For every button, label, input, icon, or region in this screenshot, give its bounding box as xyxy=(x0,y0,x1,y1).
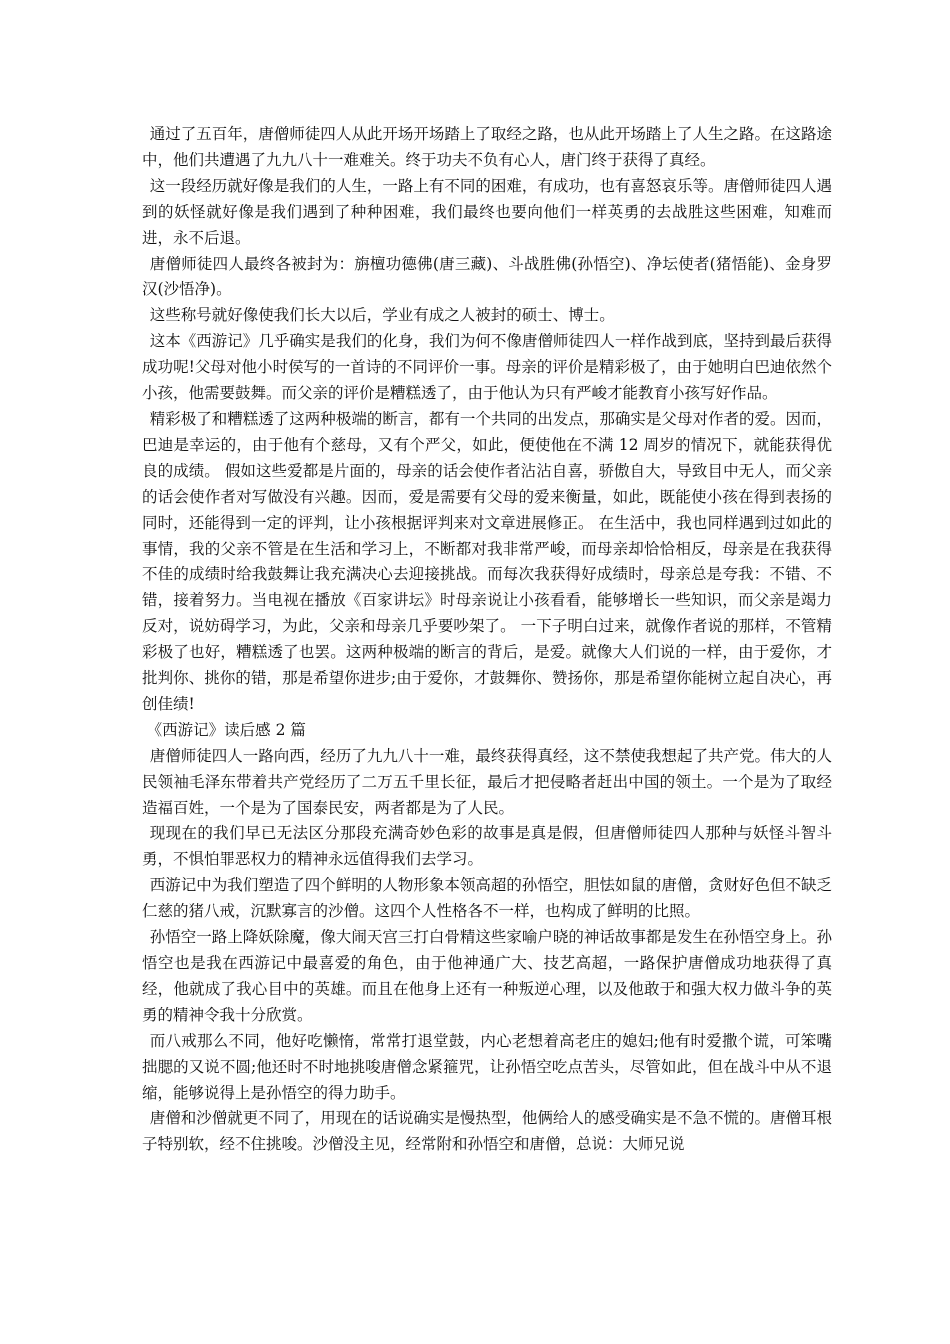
paragraph-bajie: 而八戒那么不同，他好吃懒惰，常常打退堂鼓，内心老想着高老庄的媳妇;他有时爱撒个谎，可笨嘴拙腮的又说不圆;他还时不时地挑唆唐僧念紧箍咒，让孙悟空吃点苦头，尽管如此，但在战斗中从不退缩，能够说得上是孙悟空的得力助手。 xyxy=(142,1031,832,1102)
document-body xyxy=(142,122,832,1158)
paragraph-characters: 西游记中为我们塑造了四个鲜明的人物形象本领高超的孙悟空，胆怯如鼠的唐僧，贪财好色但不缺乏仁慈的猪八戒，沉默寡言的沙僧。这四个人性格各不一样，也构成了鲜明的比照。 xyxy=(142,876,832,921)
section-heading: 《西游记》读后感 2 篇 xyxy=(146,720,306,739)
paragraph-journey-west: 唐僧师徒四人一路向西，经历了九九八十一难，最终获得真经，这不禁使我想起了共产党。伟大的人民领袖毛泽东带着共产党经历了二万五千里长征，最后才把侵略者赶出中国的领土。一个是为了取经造福百姓，一个是为了国泰民安，两者都是为了人民。 xyxy=(142,746,832,817)
paragraph-love: 精彩极了和糟糕透了这两种极端的断言，都有一个共同的出发点，那确实是父母对作者的爱。因而，巴迪是幸运的，由于他有个慈母，又有个严父，如此，便使他在不满 12 周岁的情况下，就能获得优良的成绩。 假如这些爱都是片面的，母亲的话会使作者沾沾自喜，骄傲自大，导致目中无人，而父亲的话会使作者对写做没有兴趣。因而，爱是需要有父母的爱来衡量，如此，既能使小孩在得到表扬的同时，还能得到一定的评判，让小孩根据评判来对文章进展修正。 在生活中，我也同样遇到过如此的事情，我的父亲不管是在生活和学习上，不断都对我非常严峻，而母亲却恰恰相反，母亲是在我获得不佳的成绩时给我鼓舞让我充满决心去迎接挑战。而每次我获得好成绩时，母亲总是夸我：不错、不错，接着努力。当电视在播放《百家讲坛》时母亲说让小孩看看，能够增长一些知识，而父亲是竭力反对，说妨碍学习，为此，父亲和母亲几乎要吵架了。 一下子明白过来，就像作者说的那样，不管精彩极了也好，糟糕透了也罢。这两种极端的断言的背后，是爱。就像大人们说的一样，由于爱你，才批判你、挑你的错，那是希望你进步;由于爱你，才鼓舞你、赞扬你，那是希望你能树立起自决心，再创佳绩! xyxy=(142,409,832,713)
paragraph-titles: 唐僧师徒四人最终各被封为：旃檀功德佛(唐三藏)、斗战胜佛(孙悟空)、净坛使者(猪悟能)、金身罗汉(沙悟净)。 xyxy=(142,254,832,299)
paragraph-life-analogy: 这一段经历就好像是我们的人生，一路上有不同的困难，有成功，也有喜怒哀乐等。唐僧师徒四人遇到的妖怪就好像是我们遇到了种种困难，我们最终也要向他们一样英勇的去战胜这些困难，知难而进，永不后退。 xyxy=(142,176,832,247)
paragraph-intro: 通过了五百年，唐僧师徒四人从此开场开场踏上了取经之路，也从此开场踏上了人生之路。在这路途中，他们共遭遇了九九八十一难难关。终于功夫不负有心人，唐门终于获得了真经。 xyxy=(142,125,832,169)
paragraph-tang-sha: 唐僧和沙僧就更不同了，用现在的话说确实是慢热型，他俩给人的感受确实是不急不慌的。唐僧耳根子特别软，经不住挑唆。沙僧没主见，经常附和孙悟空和唐僧，总说：大师兄说 xyxy=(142,1109,832,1154)
paragraph-sun-wukong: 孙悟空一路上降妖除魔，像大闹天宫三打白骨精这些家喻户晓的神话故事都是发生在孙悟空身上。孙悟空也是我在西游记中最喜爱的角色，由于他神通广大、技艺高超，一路保护唐僧成功地获得了真经，他就成了我心目中的英雄。而且在他身上还有一种叛逆心理，以及他敢于和强大权力做斗争的英勇的精神令我十分欣赏。 xyxy=(142,928,832,1024)
paragraph-spirit: 现现在的我们早已无法区分那段充满奇妙色彩的故事是真是假，但唐僧师徒四人那种与妖怪斗智斗勇，不惧怕罪恶权力的精神永远值得我们去学习。 xyxy=(142,824,832,869)
paragraph-incarnation: 这本《西游记》几乎确实是我们的化身，我们为何不像唐僧师徒四人一样作战到底，坚持到最后获得成功呢!父母对他小时侯写的一首诗的不同评价一事。母亲的评价是精彩极了，由于她明白巴迪依然个小孩，他需要鼓舞。而父亲的评价是糟糕透了，由于他认为只有严峻才能教育小孩写好作品。 xyxy=(142,332,832,403)
paragraph-degrees: 这些称号就好像使我们长大以后，学业有成之人被封的硕士、博士。 xyxy=(149,306,615,325)
